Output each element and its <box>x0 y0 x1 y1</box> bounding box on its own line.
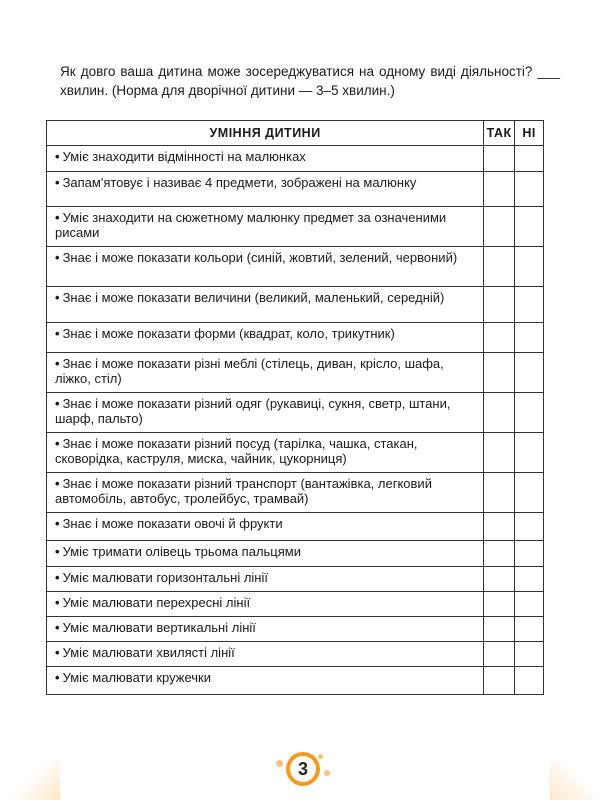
page-number-badge <box>286 752 320 786</box>
skills-table <box>46 120 544 695</box>
skill-cell <box>47 207 484 247</box>
bullet-icon: • <box>55 175 60 190</box>
table-row <box>47 473 544 513</box>
skill-cell <box>47 513 484 541</box>
table-row <box>47 287 544 323</box>
skill-text: Знає і може показати овочі й фрукти <box>62 516 283 531</box>
page-number: 3 <box>290 756 316 782</box>
bullet-icon: • <box>55 670 60 685</box>
bullet-icon: • <box>55 516 60 531</box>
skill-text: Уміє знаходити відмінності на малюнках <box>62 149 306 164</box>
skill-cell <box>47 323 484 353</box>
skill-cell <box>47 172 484 207</box>
no-checkbox-cell[interactable] <box>515 433 544 473</box>
skill-cell <box>47 247 484 287</box>
yes-checkbox-cell[interactable] <box>484 513 515 541</box>
no-checkbox-cell[interactable] <box>515 567 544 592</box>
skill-cell <box>47 353 484 393</box>
no-checkbox-cell[interactable] <box>515 513 544 541</box>
bullet-icon: • <box>55 326 60 341</box>
skill-text: Знає і може показати різні меблі (стілець, диван, крісло, шафа, ліжко, стіл) <box>55 356 444 386</box>
table-row <box>47 247 544 287</box>
yes-checkbox-cell[interactable] <box>484 287 515 323</box>
bullet-icon: • <box>55 620 60 635</box>
skill-cell <box>47 541 484 567</box>
skill-cell <box>47 433 484 473</box>
no-checkbox-cell[interactable] <box>515 247 544 287</box>
header-yes: ТАК <box>484 121 515 146</box>
header-no: НІ <box>515 121 544 146</box>
yes-checkbox-cell[interactable] <box>484 567 515 592</box>
decor-corner-right <box>550 760 610 800</box>
table-row <box>47 323 544 353</box>
skill-text: Уміє малювати вертикальні лінії <box>62 620 256 635</box>
bullet-icon: • <box>55 396 60 411</box>
skill-text: Знає і може показати різний транспорт (вантажівка, легковий автомобіль, автобус, тролейбус, трамвай) <box>55 476 432 506</box>
yes-checkbox-cell[interactable] <box>484 207 515 247</box>
no-checkbox-cell[interactable] <box>515 592 544 617</box>
skill-cell <box>47 473 484 513</box>
table-row <box>47 207 544 247</box>
skill-cell <box>47 146 484 172</box>
skill-text: Знає і може показати різний посуд (тарілка, чашка, стакан, сковорідка, каструля, миска, чайник, цукорниця) <box>55 436 418 466</box>
skill-text: Знає і може показати кольори (синій, жовтий, зелений, червоний) <box>62 250 458 265</box>
skill-cell <box>47 667 484 695</box>
skill-cell <box>47 617 484 642</box>
no-checkbox-cell[interactable] <box>515 323 544 353</box>
table-row <box>47 513 544 541</box>
yes-checkbox-cell[interactable] <box>484 172 515 207</box>
yes-checkbox-cell[interactable] <box>484 393 515 433</box>
table-row <box>47 667 544 695</box>
bullet-icon: • <box>55 356 60 371</box>
yes-checkbox-cell[interactable] <box>484 667 515 695</box>
table-row <box>47 617 544 642</box>
bullet-icon: • <box>55 149 60 164</box>
decor-dot <box>318 754 323 759</box>
yes-checkbox-cell[interactable] <box>484 592 515 617</box>
bullet-icon: • <box>55 595 60 610</box>
no-checkbox-cell[interactable] <box>515 172 544 207</box>
skill-text: Знає і може показати різний одяг (рукавиці, сукня, светр, штани, шарф, пальто) <box>55 396 451 426</box>
bullet-icon: • <box>55 290 60 305</box>
bullet-icon: • <box>55 544 60 559</box>
bullet-icon: • <box>55 476 60 491</box>
decor-dot <box>324 770 330 776</box>
yes-checkbox-cell[interactable] <box>484 473 515 513</box>
skill-cell <box>47 642 484 667</box>
intro-question: Як довго ваша дитина може зосереджуватися на одному виді діяльності? ___ хвилин. (Норма для дворічної дитини — 3–5 хвилин.) <box>60 63 560 98</box>
decor-corner-left <box>0 760 60 800</box>
skill-cell <box>47 287 484 323</box>
skill-text: Уміє тримати олівець трьома пальцями <box>62 544 301 559</box>
table-row <box>47 642 544 667</box>
skill-text: Уміє малювати горизонтальні лінії <box>62 570 268 585</box>
yes-checkbox-cell[interactable] <box>484 617 515 642</box>
no-checkbox-cell[interactable] <box>515 642 544 667</box>
no-checkbox-cell[interactable] <box>515 287 544 323</box>
no-checkbox-cell[interactable] <box>515 207 544 247</box>
yes-checkbox-cell[interactable] <box>484 642 515 667</box>
no-checkbox-cell[interactable] <box>515 617 544 642</box>
skill-text: Знає і може показати величини (великий, маленький, середній) <box>62 290 445 305</box>
yes-checkbox-cell[interactable] <box>484 323 515 353</box>
table-row <box>47 172 544 207</box>
yes-checkbox-cell[interactable] <box>484 353 515 393</box>
no-checkbox-cell[interactable] <box>515 473 544 513</box>
bullet-icon: • <box>55 436 60 451</box>
skills-table-body <box>47 146 544 695</box>
table-header-row <box>47 121 544 146</box>
skill-cell <box>47 567 484 592</box>
no-checkbox-cell[interactable] <box>515 667 544 695</box>
table-row <box>47 541 544 567</box>
bullet-icon: • <box>55 645 60 660</box>
skill-text: Запам'ятовує і називає 4 предмети, зображені на малюнку <box>62 175 417 190</box>
no-checkbox-cell[interactable] <box>515 353 544 393</box>
decor-dot <box>276 760 283 767</box>
skill-text: Уміє знаходити на сюжетному малюнку предмет за означеними рисами <box>55 210 447 240</box>
no-checkbox-cell[interactable] <box>515 393 544 433</box>
yes-checkbox-cell[interactable] <box>484 541 515 567</box>
header-skill: УМІННЯ ДИТИНИ <box>47 121 484 146</box>
table-row <box>47 433 544 473</box>
skill-text: Уміє малювати перехресні лінії <box>62 595 251 610</box>
yes-checkbox-cell[interactable] <box>484 247 515 287</box>
no-checkbox-cell[interactable] <box>515 541 544 567</box>
no-checkbox-cell[interactable] <box>515 146 544 172</box>
table-row <box>47 146 544 172</box>
skill-cell <box>47 393 484 433</box>
skill-text: Уміє малювати кружечки <box>62 670 211 685</box>
yes-checkbox-cell[interactable] <box>484 433 515 473</box>
table-row <box>47 592 544 617</box>
skill-cell <box>47 592 484 617</box>
skill-text: Знає і може показати форми (квадрат, коло, трикутник) <box>62 326 395 341</box>
bullet-icon: • <box>55 210 60 225</box>
table-row <box>47 393 544 433</box>
bullet-icon: • <box>55 250 60 265</box>
bullet-icon: • <box>55 570 60 585</box>
table-row <box>47 353 544 393</box>
skill-text: Уміє малювати хвилясті лінії <box>62 645 235 660</box>
yes-checkbox-cell[interactable] <box>484 146 515 172</box>
table-row <box>47 567 544 592</box>
